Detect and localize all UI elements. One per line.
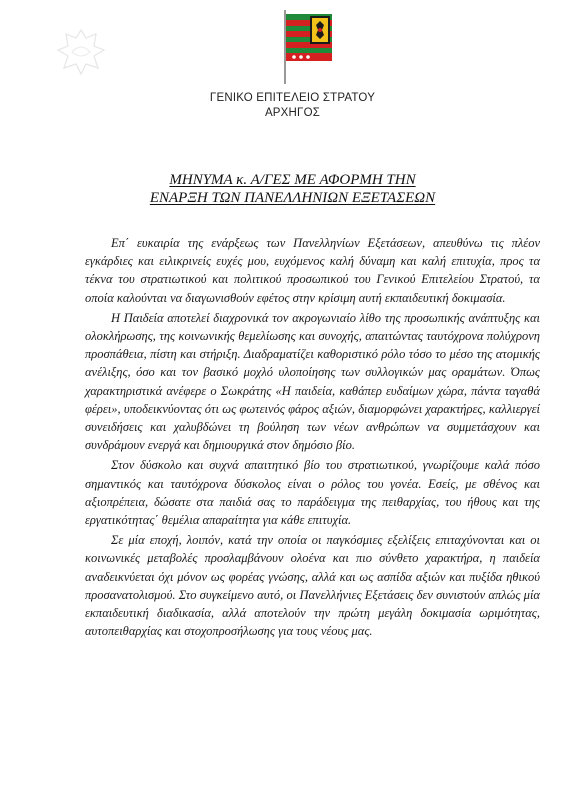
paragraph-4: Σε μία εποχή, λοιπόν, κατά την οποία οι παγκόσμιες εξελίξεις επιταχύνονται και οι κοινωνικές μεταβολές προσλαμβάνουν ολοένα και πιο σύνθετο χαρακτήρα, η παιδεία αναδεικνύεται όχι μόνον ως φορέας γνώσης, αλλά και ως ασπίδα αξιών και πυξίδα ηθικού προσανατολισμού. Στο συγκείμενο αυτό, οι Πανελλήνιες Εξετάσεις δεν συνιστούν απλώς μία εκπαιδευτική διαδικασία, αλλά αποτελούν την πρώτη μεγάλη δοκιμασία ωριμότητας, αυτοπειθαρχίας και στοχοπροσήλωσης για τους νέους μας. (85, 533, 540, 639)
paragraph-1: Επ΄ ευκαιρία της ενάρξεως των Πανελληνίων Εξετάσεων, απευθύνω τις πλέον εγκάρδιες και ειλικρινείς ευχές μου, ευχόμενος καλή δύναμη και καλή επιτυχία, προς τα τέκνα του στρατιωτικού και πολιτικού προσωπικού του Γενικού Επιτελείου Στρατού, τα οποία καλούνται να διαγωνισθούν εφέτος στην κρίσιμη αυτή εκπαιδευτική δοκιμασία. (85, 236, 540, 305)
office-name: ΑΡΧΗΓΟΣ (264, 107, 321, 119)
organization-name: ΓΕΝΙΚΟ ΕΠΙΤΕΛΕΙΟ ΣΤΡΑΤΟΥ (209, 92, 376, 104)
paragraph-2: Η Παιδεία αποτελεί διαχρονικά τον ακρογωνιαίο λίθο της προσωπικής ανάπτυξης και ολοκλήρωσης, της κοινωνικής θεμελίωσης και συνοχής, απαιτώντας ταυτόχρονα πολύχρονη προσπάθεια, πίστη και στήριξη. Διαδραματίζει καθοριστικό ρόλο τόσο το μέσο της ατομικής ανέλιξης, όσο και τον βασικό μοχλό υλοποίησης των συλλογικών μας οραμάτων. Όπως χαρακτηριστικά ανέφερε ο Σωκράτης «Η παιδεία, καθάπερ ευδαίμων χώρα, πάντα ταγαθά φέρει», υποδεικνύοντας ότι ως φωτεινός φάρος αξιών, διαμορφώνει χαρακτήρες, καλλιεργεί συνειδήσεις και χαλυβδώνει τη βούληση των νέων ανθρώπων να συμμετάσχουν και συνδράμουν ενεργά και δημιουργικά στον δημόσιο βίο. (85, 310, 540, 453)
paragraph-3: Στον δύσκολο και συχνά απαιτητικό βίο του στρατιωτικού, γνωρίζουμε καλά πόσο σημαντικός και ταυτόχρονα δύσκολος είναι ο ρόλος του γονέα. Εσείς, με σθένος και αξιοπρέπεια, δώσατε στα παιδιά σας το παράδειγμα της πειθαρχίας, του ήθους και της εργατικότητας΄ θεμέλια απαραίτητα για κάθε επιτυχία. (85, 458, 540, 528)
embossed-emblem-icon (52, 24, 110, 82)
flag-icon (278, 8, 338, 86)
document-title-line-2: ΕΝΑΡΞΗ ΤΩΝ ΠΑΝΕΛΛΗΝΙΩΝ ΕΞΕΤΑΣΕΩΝ (149, 190, 436, 206)
document-title-line-1: ΜΗΝΥΜΑ κ. Α/ΓΕΣ ΜΕ ΑΦΟΡΜΗ ΤΗΝ (169, 172, 416, 188)
army-flag (278, 8, 338, 86)
message-body (85, 234, 540, 642)
